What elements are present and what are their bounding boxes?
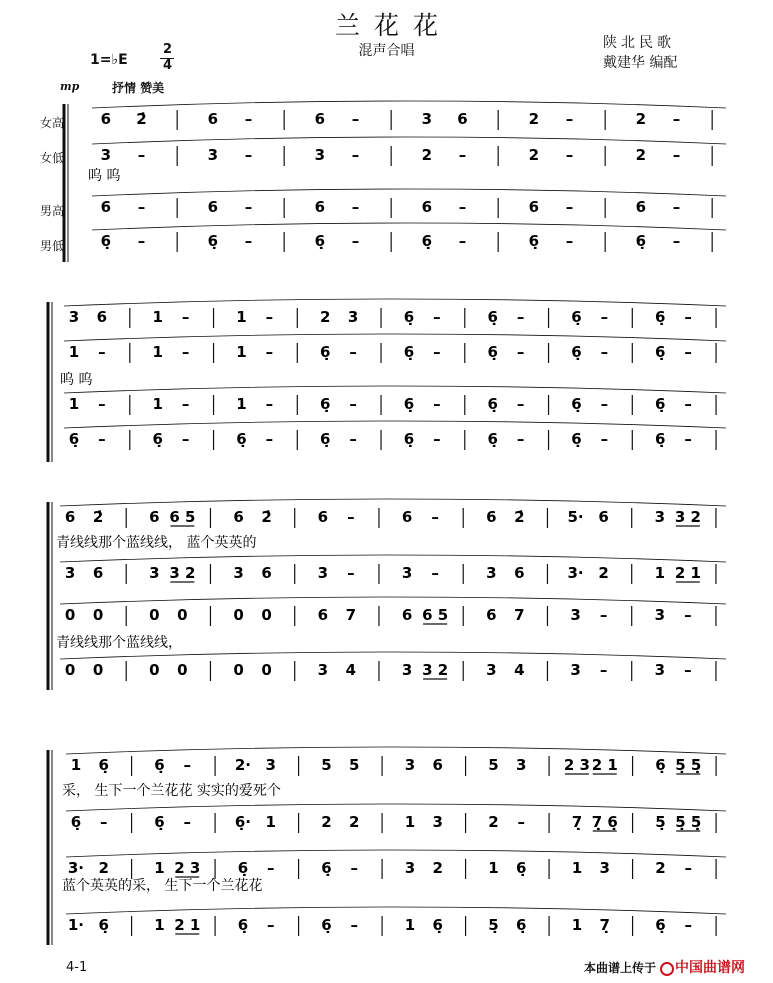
- note: 3: [432, 813, 443, 831]
- note: 6̣: [314, 232, 326, 250]
- note: 0: [177, 661, 188, 679]
- note: –: [599, 661, 608, 679]
- note: –: [265, 395, 274, 413]
- note: 6 5: [422, 606, 449, 624]
- note: –: [347, 508, 355, 526]
- note: 1: [152, 308, 163, 326]
- note: –: [684, 859, 692, 877]
- note: 3: [570, 661, 581, 679]
- slur-arc: [66, 850, 726, 857]
- lyric-line: 呜 呜: [60, 372, 93, 388]
- note: –: [265, 308, 274, 326]
- note: –: [458, 146, 467, 164]
- note: 1: [488, 859, 499, 877]
- note: 6: [64, 508, 76, 526]
- note: 3: [317, 661, 329, 679]
- slur-arc: [64, 334, 726, 341]
- note: 6̣: [655, 916, 666, 934]
- note: –: [458, 232, 467, 250]
- note: 3: [516, 756, 527, 774]
- note: –: [684, 430, 692, 448]
- note: 1·: [67, 916, 84, 934]
- note: 6: [207, 110, 219, 128]
- note: 1: [404, 813, 416, 831]
- slur-arc: [92, 189, 726, 196]
- note: 6̣: [571, 430, 582, 448]
- note: 2 1: [591, 756, 618, 774]
- note: 6: [314, 110, 326, 128]
- note: 6: [233, 508, 244, 526]
- note: 3 2: [674, 508, 701, 526]
- slur-arc: [60, 652, 726, 659]
- note: 6̣: [403, 308, 415, 326]
- note: –: [351, 146, 360, 164]
- note: 3: [404, 859, 416, 877]
- note: 7̣: [599, 916, 610, 934]
- note: –: [244, 198, 253, 216]
- voice-label-soprano: 女高: [40, 116, 65, 130]
- note: 2: [598, 564, 609, 582]
- voice-label-alto: 女低: [40, 151, 65, 165]
- note: 4: [345, 661, 357, 679]
- expression-mark: 抒情 赞美: [112, 81, 165, 95]
- lyric-line: 蓝个英英的采， 生下一个兰花花: [62, 878, 263, 894]
- note: 6̣: [68, 430, 80, 448]
- note: –: [349, 343, 357, 361]
- note: –: [137, 146, 146, 164]
- note: –: [183, 756, 191, 774]
- note: –: [351, 232, 360, 250]
- slur-arc: [92, 223, 726, 230]
- note: 5·: [567, 508, 584, 526]
- note: 6: [100, 198, 112, 216]
- note: 6̣: [98, 756, 109, 774]
- note: 2: [98, 859, 109, 877]
- note: 1: [265, 813, 276, 831]
- note: –: [265, 430, 274, 448]
- voice-label-tenor: 男高: [40, 204, 65, 218]
- note: 2̇: [136, 110, 147, 128]
- note: –: [137, 198, 146, 216]
- note: 3: [207, 146, 219, 164]
- site-name: 中国曲谱网: [675, 960, 746, 976]
- note: 6: [598, 508, 609, 526]
- note: 6̣: [154, 813, 165, 831]
- note: 6: [421, 198, 433, 216]
- note: 2: [635, 110, 647, 128]
- note: 2 1: [174, 916, 201, 934]
- note: –: [458, 198, 467, 216]
- note: –: [350, 916, 358, 934]
- note: 1: [154, 916, 165, 934]
- slur-arc: [60, 597, 726, 604]
- note: 1: [68, 395, 80, 413]
- note: 2: [488, 813, 499, 831]
- note: –: [516, 395, 525, 413]
- note: 2 3: [563, 756, 590, 774]
- note: 6: [317, 508, 329, 526]
- note: –: [181, 430, 190, 448]
- note: –: [672, 146, 681, 164]
- note: 3: [404, 756, 416, 774]
- note: 3: [654, 661, 666, 679]
- note: 6̣: [655, 756, 666, 774]
- note: –: [684, 606, 692, 624]
- note: –: [347, 564, 355, 582]
- note: 0: [233, 661, 244, 679]
- slur-arc: [92, 101, 726, 108]
- note: 3: [486, 564, 497, 582]
- note: –: [98, 343, 106, 361]
- note: 1: [70, 756, 82, 774]
- note: 6̣: [152, 430, 163, 448]
- note: 3: [347, 308, 359, 326]
- note: –: [684, 661, 692, 679]
- note: –: [516, 308, 525, 326]
- note: 6̣: [403, 430, 415, 448]
- note: –: [351, 198, 360, 216]
- note: 6̣: [237, 916, 249, 934]
- slur-arc: [60, 555, 726, 562]
- note: 4: [514, 661, 525, 679]
- lyric-line: 青线线那个蓝线线，: [56, 635, 182, 651]
- note: 6̣: [321, 916, 332, 934]
- note: 0: [92, 606, 104, 624]
- note: 6: [401, 606, 413, 624]
- note: 1: [236, 343, 247, 361]
- time-signature-bottom: 4: [163, 58, 173, 73]
- note: 3: [421, 110, 433, 128]
- note: 6̣: [654, 395, 666, 413]
- note: 6̣: [654, 430, 666, 448]
- note: –: [600, 343, 609, 361]
- note: 6̣: [403, 395, 415, 413]
- note: 3 2: [169, 564, 196, 582]
- note: 5: [321, 756, 332, 774]
- note: 6̣: [516, 859, 527, 877]
- note: 1: [152, 395, 163, 413]
- note: –: [351, 110, 360, 128]
- note: –: [431, 564, 439, 582]
- credit-arranger: 戴建华 编配: [603, 55, 678, 71]
- note: 3: [233, 564, 244, 582]
- note: 6̣: [528, 232, 540, 250]
- note: –: [600, 308, 609, 326]
- note: 0: [233, 606, 244, 624]
- note: 6̣: [432, 916, 443, 934]
- note: 7̣: [571, 813, 583, 831]
- note: 6̣: [516, 916, 527, 934]
- note: –: [684, 395, 692, 413]
- note: 6 5: [169, 508, 196, 526]
- note: 1: [154, 859, 165, 877]
- note: 1: [404, 916, 416, 934]
- note: 1: [571, 859, 583, 877]
- note: 3: [317, 564, 329, 582]
- note: 2: [421, 146, 433, 164]
- note: 6̣·: [234, 813, 251, 831]
- time-signature-top: 2: [163, 42, 173, 57]
- key-signature: 1=♭E: [90, 52, 128, 68]
- note: 7: [514, 606, 525, 624]
- note: 1: [236, 395, 247, 413]
- note: 2: [655, 859, 666, 877]
- note: 0: [261, 606, 272, 624]
- note: 3: [654, 606, 666, 624]
- note: 6: [457, 110, 468, 128]
- note: 5̣ 5̣: [675, 813, 702, 831]
- note: 2 1: [674, 564, 701, 582]
- note: 6: [207, 198, 219, 216]
- slur-arc: [66, 907, 726, 914]
- note: 2̇: [92, 508, 104, 526]
- note: 7: [345, 606, 357, 624]
- note: 0: [92, 661, 104, 679]
- note: 6̣: [403, 343, 415, 361]
- note: –: [517, 813, 525, 831]
- voice-label-bass: 男低: [40, 239, 65, 253]
- note: –: [684, 343, 692, 361]
- note: –: [349, 430, 357, 448]
- upload-text: 本曲谱上传于: [584, 961, 657, 975]
- note: –: [565, 146, 574, 164]
- note: 6: [149, 508, 160, 526]
- note: 2̇: [261, 508, 272, 526]
- note: –: [684, 916, 692, 934]
- note: –: [565, 110, 574, 128]
- note: 6: [528, 198, 540, 216]
- note: –: [137, 232, 146, 250]
- note: 6̣: [487, 395, 498, 413]
- note: 3: [314, 146, 326, 164]
- note: –: [98, 430, 106, 448]
- note: 6: [100, 110, 112, 128]
- note: 6: [514, 564, 525, 582]
- note: –: [181, 308, 190, 326]
- slur-arc: [92, 137, 726, 144]
- note: 3·: [67, 859, 84, 877]
- note: 2: [321, 813, 332, 831]
- note: –: [433, 430, 441, 448]
- note: 0: [261, 661, 272, 679]
- note: 3: [100, 146, 112, 164]
- page-subtitle: 混声合唱: [358, 43, 415, 59]
- note: 1: [654, 564, 666, 582]
- note: 2: [635, 146, 647, 164]
- note: 6̣: [487, 343, 498, 361]
- note: 3: [486, 661, 497, 679]
- note: 2·: [234, 756, 251, 774]
- note: 6̣: [319, 430, 331, 448]
- note: 6̣: [319, 343, 331, 361]
- note: 2: [432, 859, 443, 877]
- lyric-line: 采， 生下一个兰花花 实实的爱死个: [62, 783, 281, 799]
- note: 7̣ 6̣: [591, 813, 618, 831]
- note: –: [98, 395, 106, 413]
- note: –: [600, 430, 609, 448]
- note: 3: [265, 756, 276, 774]
- note: 3: [599, 859, 610, 877]
- note: 6̣: [654, 308, 666, 326]
- slur-arc: [64, 299, 726, 306]
- note: 6̣: [487, 430, 498, 448]
- note: 5̣ 5̣: [675, 756, 702, 774]
- note: 1: [236, 308, 247, 326]
- note: 2: [528, 110, 540, 128]
- note: 6̣: [571, 308, 582, 326]
- note: –: [244, 110, 253, 128]
- note: 6: [401, 508, 413, 526]
- page-title: 兰花花: [334, 11, 452, 40]
- note: 6̣: [571, 343, 582, 361]
- credit-origin: 陕北民歌: [603, 35, 675, 51]
- lyric-line: 呜 呜: [88, 168, 121, 184]
- dynamic-mark: mp: [60, 80, 80, 93]
- note: 6̣: [154, 756, 165, 774]
- note: 3: [401, 564, 413, 582]
- note: 6: [314, 198, 326, 216]
- note: 6: [261, 564, 272, 582]
- note: –: [267, 859, 275, 877]
- note: 2: [528, 146, 540, 164]
- slur-arc: [64, 421, 726, 428]
- note: 6̣: [237, 859, 249, 877]
- note: 5: [488, 756, 499, 774]
- note: 6: [317, 606, 329, 624]
- note: 6̣: [236, 430, 247, 448]
- note: –: [433, 343, 441, 361]
- note: 3: [68, 308, 80, 326]
- slur-arc: [66, 747, 726, 754]
- note: –: [672, 198, 681, 216]
- note: 6̣: [421, 232, 433, 250]
- note: –: [100, 813, 108, 831]
- note: 6̣: [70, 813, 82, 831]
- page-number: 4-1: [66, 960, 88, 975]
- note: –: [431, 508, 439, 526]
- upload-watermark: [584, 957, 745, 977]
- note: 6̣: [635, 232, 647, 250]
- note: 0: [149, 606, 160, 624]
- note: –: [600, 395, 609, 413]
- note: 5: [349, 756, 360, 774]
- slur-arc: [66, 804, 726, 811]
- note: 6̣: [100, 232, 112, 250]
- note: –: [244, 146, 253, 164]
- note: –: [672, 110, 681, 128]
- note: –: [565, 232, 574, 250]
- note: –: [350, 859, 358, 877]
- note: –: [599, 606, 608, 624]
- note: 6̣: [487, 308, 498, 326]
- site-logo-icon: [660, 962, 674, 976]
- note: 6̣: [207, 232, 219, 250]
- note: 3·: [567, 564, 584, 582]
- note: 3: [654, 508, 666, 526]
- note: –: [433, 308, 441, 326]
- note: –: [181, 395, 190, 413]
- note: 3: [401, 661, 413, 679]
- note: –: [267, 916, 275, 934]
- note: –: [516, 430, 525, 448]
- note: 1: [152, 343, 163, 361]
- note: 3: [149, 564, 160, 582]
- slur-arc: [60, 499, 726, 506]
- note: –: [265, 343, 274, 361]
- note: 3: [570, 606, 581, 624]
- note: 6̣: [321, 859, 332, 877]
- note: 5̣: [655, 813, 666, 831]
- note: 0: [64, 661, 76, 679]
- note: 6̣: [571, 395, 582, 413]
- note: 5̣: [488, 916, 499, 934]
- note: –: [183, 813, 191, 831]
- note: –: [565, 198, 574, 216]
- note: 0: [149, 661, 160, 679]
- note: 2: [319, 308, 331, 326]
- note: –: [181, 343, 190, 361]
- note: 6: [96, 308, 108, 326]
- note: 6: [432, 756, 443, 774]
- note: –: [433, 395, 441, 413]
- note: 2 3: [174, 859, 201, 877]
- note: 3 2: [422, 661, 449, 679]
- note: 6̣: [98, 916, 109, 934]
- note: 6: [635, 198, 647, 216]
- note: –: [684, 308, 692, 326]
- note: 0: [64, 606, 76, 624]
- note: 6: [486, 508, 497, 526]
- lyric-line: 青线线那个蓝线线， 蓝个英英的: [56, 535, 257, 551]
- slur-arc: [64, 386, 726, 393]
- note: –: [244, 232, 253, 250]
- note: 1: [571, 916, 583, 934]
- note: 2̇: [514, 508, 525, 526]
- note: 6̣: [654, 343, 666, 361]
- note: 6̣: [319, 395, 331, 413]
- note: 2: [349, 813, 360, 831]
- note: 1: [68, 343, 80, 361]
- note: 3: [64, 564, 76, 582]
- note: –: [516, 343, 525, 361]
- note: –: [349, 395, 357, 413]
- note: 6: [92, 564, 104, 582]
- note: 6: [486, 606, 497, 624]
- note: –: [672, 232, 681, 250]
- note: 0: [177, 606, 188, 624]
